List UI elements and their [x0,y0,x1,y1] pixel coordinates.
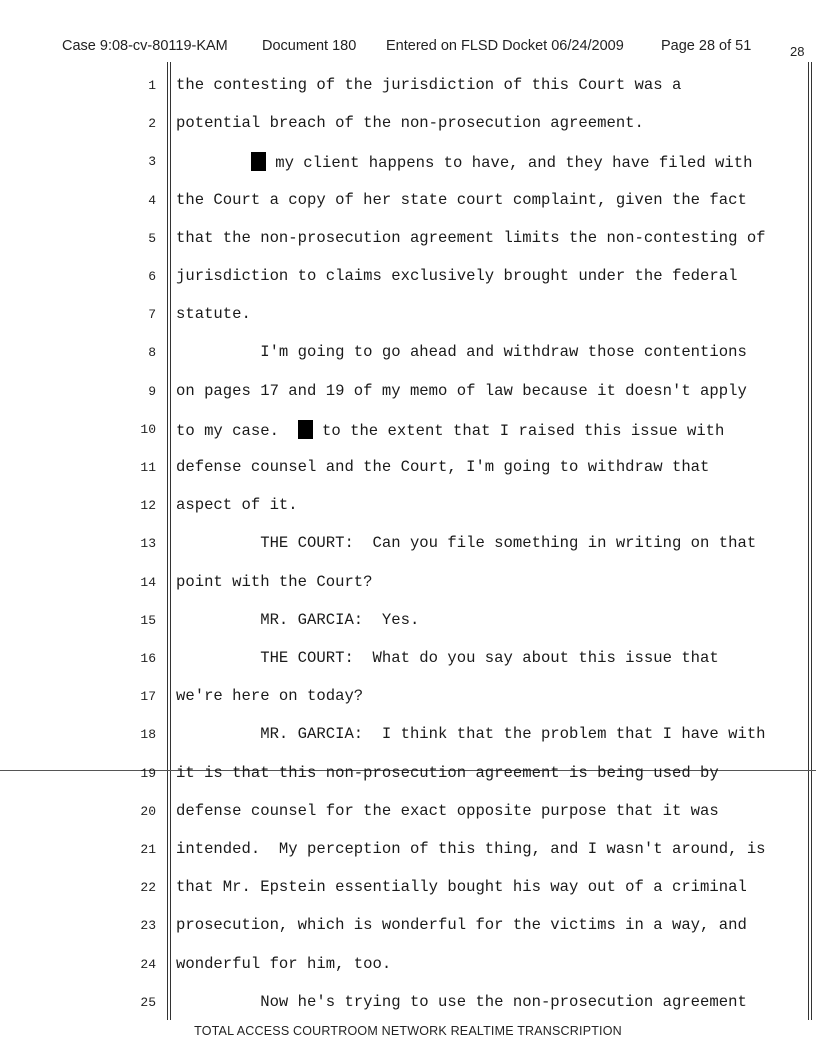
line-text-start: that Mr. Epstein essentially bought his way out of a criminal [176,878,747,897]
line-text [176,343,747,361]
transcript-line [0,571,816,595]
line-text-start: I'm going to go ahead and withdraw those contentions [176,343,747,362]
line-text-start: statute. [176,305,251,324]
line-text [176,420,724,440]
line-text [176,534,756,552]
line-number: 9 [148,383,156,399]
line-number: 8 [148,345,156,361]
line-number: 7 [148,307,156,323]
line-number: 2 [148,116,156,132]
line-number: 6 [148,269,156,284]
transcript-line [0,341,816,365]
line-number: 5 [148,230,156,246]
line-text [176,840,766,858]
line-text [176,496,298,514]
line-number: 4 [148,192,156,208]
redaction-box [298,420,313,439]
line-text-start: THE COURT: What do you say about this issue that [176,649,719,667]
transcript-line [0,953,816,977]
line-text [176,649,719,667]
line-text-start: Now he's trying to use the non-prosecution agreement [176,992,747,1011]
transcript-line [0,838,816,862]
line-text-start: point with the Court? [176,572,373,591]
transcript-line [0,494,816,518]
line-text-start: defense counsel and the Court, I'm going to withdraw that [176,458,710,476]
line-text [176,191,747,209]
transcript-page-number: 28 [790,44,805,59]
line-text [176,458,709,476]
line-text-start: wonderful for him, too. [176,954,392,973]
line-text [176,114,644,132]
line-text [176,573,373,591]
line-text [176,267,737,285]
transcript-line [0,112,816,136]
line-number: 21 [140,842,156,857]
line-number: 18 [140,727,156,743]
redaction-box [251,152,266,171]
line-text-start: MR. GARCIA: I think that the problem that I have with [176,725,766,744]
page-count: Page 28 of 51 [661,38,752,54]
line-text-end: my client happens to have, and they have filed with [265,154,753,173]
line-number: 1 [148,78,156,93]
transcript-line [0,800,816,824]
page-header [0,38,816,60]
line-text [176,764,719,782]
line-text-end: to the extent that I raised this issue with [312,421,725,440]
transcript-line [0,380,816,404]
line-number: 15 [140,612,156,628]
line-text [176,802,719,820]
line-text [176,916,747,934]
line-number: 11 [140,460,156,475]
line-text [176,76,681,94]
transcript-line [0,876,816,900]
line-text-start: the contesting of the jurisdiction of this Court was a [176,76,682,94]
line-number: 14 [140,574,156,590]
line-text [176,152,752,172]
line-text-start [176,154,251,172]
line-number: 3 [148,154,156,170]
line-text [176,382,747,400]
transcript-line [0,914,816,938]
line-number: 24 [140,956,156,972]
line-number: 16 [140,651,156,666]
line-text [176,993,747,1011]
line-text-start: on pages 17 and 19 of my memo of law because it doesn't apply [176,381,747,400]
line-text-start: intended. My perception of this thing, and I wasn't around, is [176,840,766,858]
document-number: Document 180 [262,38,357,54]
line-text-start: prosecution, which is wonderful for the victims in a way, and [176,916,747,935]
line-text-start: jurisdiction to claims exclusively brought under the federal [176,267,738,285]
line-text [176,305,251,323]
line-text-start: to my case. [176,421,298,440]
transcript-line [0,456,816,480]
line-text-start: we're here on today? [176,687,364,706]
line-number: 19 [140,765,156,781]
case-number: Case 9:08-cv-80119-KAM [62,38,228,54]
line-text-start: MR. GARCIA: Yes. [176,610,420,629]
line-text [176,878,747,896]
line-text [176,725,766,743]
line-text-start: defense counsel for the exact opposite purpose that it was [176,801,719,820]
line-text-start: potential breach of the non-prosecution agreement. [176,114,644,133]
transcript-line [0,991,816,1015]
transcript-line [0,647,816,671]
line-text [176,229,766,247]
line-text-start: that the non-prosecution agreement limits the non-contesting of [176,228,766,247]
line-text [176,955,391,973]
line-text [176,611,419,629]
docket-entry: Entered on FLSD Docket 06/24/2009 [386,38,624,54]
transcript-line [0,189,816,213]
transcript-line [0,150,816,174]
transcript-line [0,265,816,289]
line-text-start: the Court a copy of her state court complaint, given the fact [176,190,747,209]
line-number: 20 [140,803,156,819]
line-number: 17 [140,689,156,705]
transcript-line [0,418,816,442]
page-footer [0,1024,816,1038]
transcript-line [0,227,816,251]
line-number: 12 [140,498,156,514]
line-number: 22 [140,880,156,896]
line-number: 10 [140,421,156,437]
transcript-line [0,723,816,747]
line-number: 23 [140,918,156,934]
line-text-start: THE COURT: Can you file something in writing on that [176,534,757,553]
line-number: 13 [140,536,156,552]
transcript-line [0,303,816,327]
line-text [176,687,363,705]
transcript-line [0,532,816,556]
transcript-line [0,609,816,633]
line-text-start: it is that this non-prosecution agreement is being used by [176,763,719,782]
line-number: 25 [140,994,156,1010]
footer-text: TOTAL ACCESS COURTROOM NETWORK REALTIME TRANSCRIPTION [194,1024,622,1038]
transcript-line [0,74,816,98]
transcript-line [0,762,816,786]
transcript-line [0,685,816,709]
line-text-start: aspect of it. [176,496,298,515]
